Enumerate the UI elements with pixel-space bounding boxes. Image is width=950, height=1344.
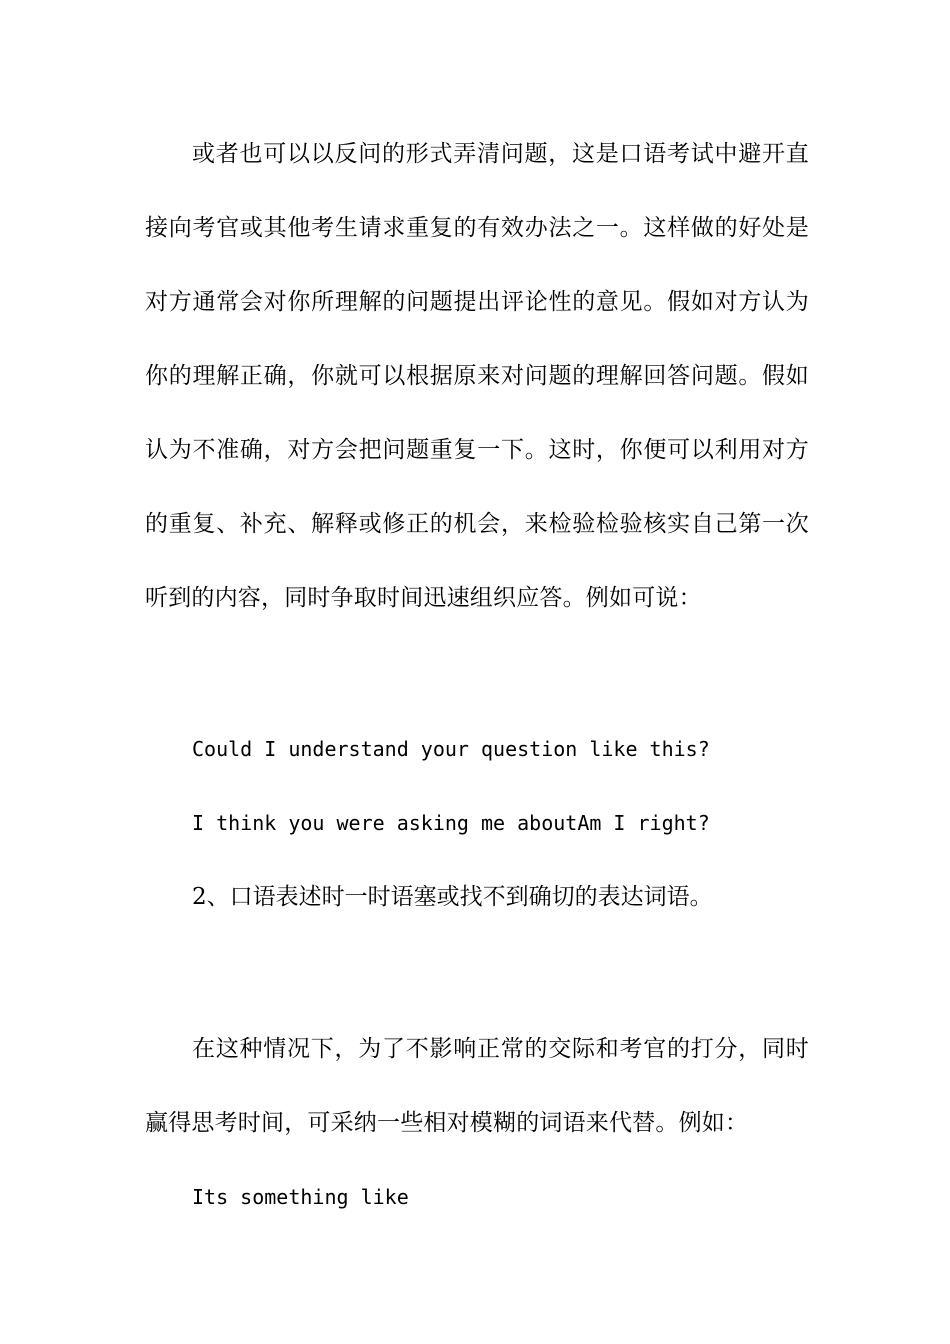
paragraph-rephrase-question: 或者也可以以反问的形式弄清问题，这是口语考试中避开直接向考官或其他考生请求重复的有效办法之一。这样做的好处是对方通常会对你所理解的问题提出评论性的意见。假如对方认为你的理解正确，你就可以根据原来对问题的理解回答问题。假如认为不准确，对方会把问题重复一下。这时，你便可以利用对方的重复、补充、解释或修正的机会，来检验检验核实自己第一次听到的内容，同时争取时间迅速组织应答。例如可说：	[145, 141, 809, 611]
paragraph-vague-words: 在这种情况下，为了不影响正常的交际和考官的打分，同时赢得思考时间，可采纳一些相对模糊的词语来代替。例如：	[145, 1036, 809, 1136]
example-sentence-1: Could I understand your question like this?	[192, 737, 710, 761]
example-sentence-2: I think you were asking me aboutAm I right?	[192, 811, 710, 835]
section-heading-2: 2、口语表述时一时语塞或找不到确切的表达词语。	[192, 884, 713, 910]
example-sentence-3: Its something like	[192, 1185, 409, 1209]
